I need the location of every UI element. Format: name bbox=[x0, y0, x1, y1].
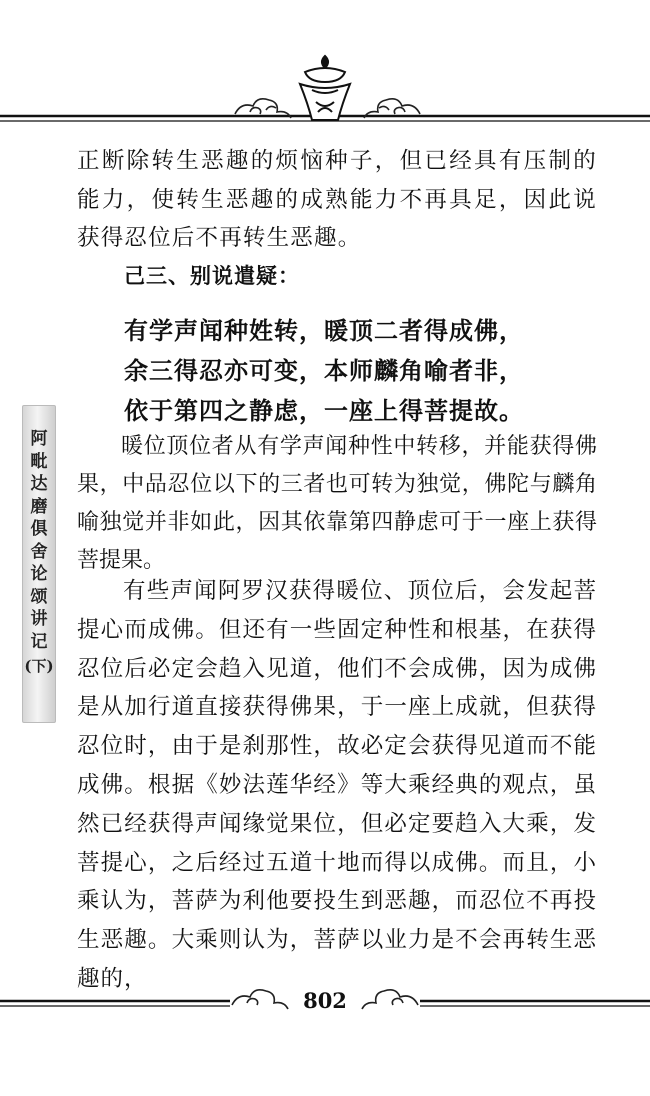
side-tab-char: 阿 bbox=[30, 429, 48, 449]
side-tab-char: 记 bbox=[30, 631, 48, 652]
verse-line-3: 依于第四之静虑，一座上得菩提故。 bbox=[124, 397, 524, 425]
side-tab-char: 颂 bbox=[30, 586, 48, 607]
commentary-paragraph: 有些声闻阿罗汉获得暖位、顶位后，会发起菩提心而成佛。但还有一些固定种性和根基，在获得忍位后必定会趋入见道，他们不会成佛，因为成佛是从加行道直接获得佛果，于一座上成就，但获得忍位时，由于是刹那性，故必定会获得见道而不能成佛。根据《妙法莲华经》等大乘经典的观点，虽然已经获得声闻缘觉果位，但必定要趋入大乘，发菩提心，之后经过五道十地而得以成佛。而且，小乘认为，菩萨为利他要投生到恶趣，而忍位不再投生恶趣。大乘则认为，菩萨以业力是不会再转生恶趣的， bbox=[77, 578, 597, 992]
header-ornament bbox=[0, 50, 650, 130]
book-title-side-tab bbox=[22, 405, 56, 723]
conch-emblem-icon bbox=[300, 56, 350, 120]
side-tab-char: 舍 bbox=[30, 541, 48, 562]
side-tab-char: 达 bbox=[30, 474, 48, 494]
verse-explanation: 暖位顶位者从有学声闻种性中转移，并能获得佛果，中品忍位以下的三者也可转为独觉，佛陀与麟角喻独觉并非如此，因其依靠第四静虑可于一座上获得菩提果。 bbox=[77, 434, 597, 573]
side-tab-char: 俱 bbox=[30, 519, 48, 539]
cloud-scroll-icon bbox=[362, 990, 418, 1009]
page-number: 802 bbox=[303, 988, 347, 1013]
side-tab-char: 讲 bbox=[30, 609, 48, 629]
verse-line-2: 余三得忍亦可变，本师麟角喻者非， bbox=[124, 357, 524, 385]
cloud-scroll-icon bbox=[232, 990, 288, 1009]
side-tab-char: 毗 bbox=[30, 451, 48, 472]
side-tab-char: 论 bbox=[30, 564, 48, 584]
side-tab-char: 磨 bbox=[30, 496, 48, 517]
section-heading: 己三、别说遣疑： bbox=[124, 264, 300, 288]
verse-line-1: 有学声闻种姓转，暖顶二者得成佛， bbox=[124, 317, 524, 345]
side-tab-volume: (下) bbox=[24, 657, 54, 675]
paragraph-continuation: 正断除转生恶趣的烦恼种子，但已经具有压制的能力，使转生恶趣的成熟能力不再具足，因此说获得忍位后不再转生恶趣。 bbox=[77, 148, 597, 251]
